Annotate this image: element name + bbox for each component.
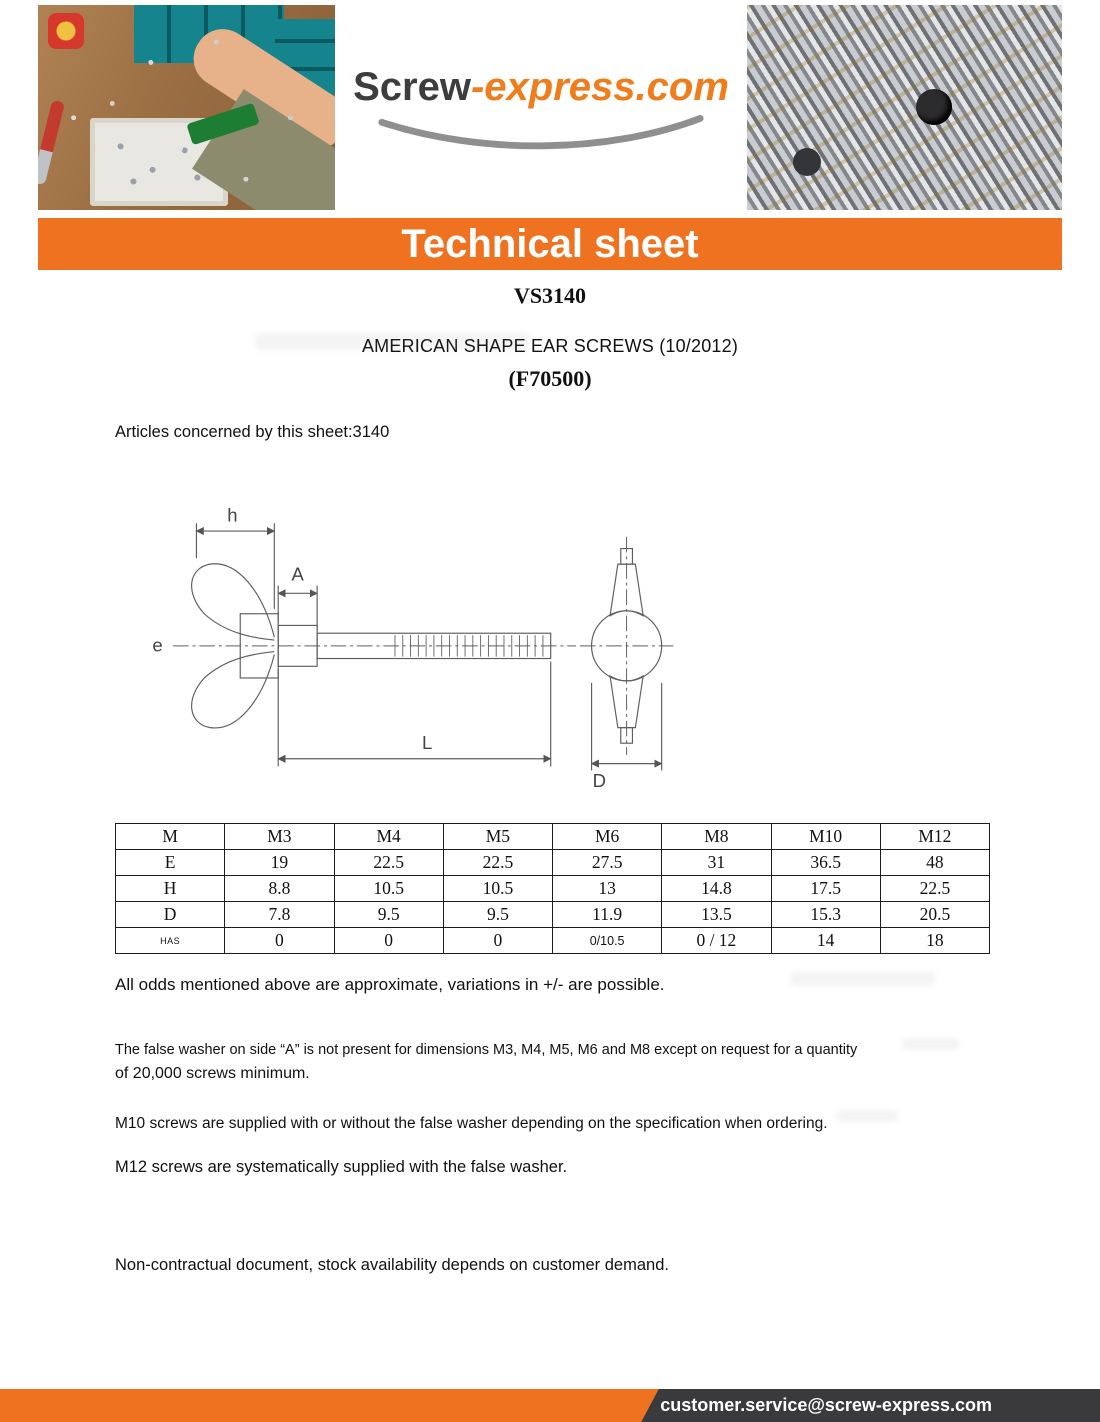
note-m10: M10 screws are supplied with or without the false washer depending on the specification when ordering. (115, 1115, 828, 1132)
row-label: D (116, 902, 225, 928)
screw-head2-decoration (793, 148, 821, 176)
table-cell: 20.5 (880, 902, 989, 928)
document-title: AMERICAN SHAPE EAR SCREWS (10/2012) (361, 336, 739, 356)
table-header-cell: M3 (225, 824, 334, 850)
screw-head-decoration (916, 89, 952, 125)
spec-table-container (115, 823, 990, 954)
table-row (116, 902, 990, 928)
dim-label-a: A (291, 563, 304, 585)
table-cell: 13.5 (662, 902, 771, 928)
table-cell: 14.8 (662, 876, 771, 902)
table-header-cell: M4 (334, 824, 443, 850)
scan-artifact (836, 1110, 898, 1122)
table-cell: 10.5 (334, 876, 443, 902)
document-code: VS3140 (513, 283, 587, 308)
scan-artifact (255, 333, 530, 350)
articles-concerned-line: Articles concerned by this sheet:3140 (115, 423, 390, 441)
scattered-screws-decoration (38, 5, 335, 210)
technical-sheet-banner: Technical sheet (38, 218, 1062, 270)
scan-artifact (902, 1038, 960, 1050)
table-cell: 11.9 (553, 902, 662, 928)
note-non-contractual: Non-contractual document, stock availability depends on customer demand. (115, 1256, 669, 1274)
dim-label-h: h (227, 504, 238, 526)
table-cell: 9.5 (334, 902, 443, 928)
document-reference: (F70500) (508, 366, 592, 391)
note-false-washer (115, 1040, 857, 1086)
note-m12: M12 screws are systematically supplied with the false washer. (115, 1158, 568, 1176)
workbench-photo (38, 5, 335, 210)
note-false-washer-line1: The false washer on side “A” is not present for dimensions M3, M4, M5, M6 and M8 except on request for a quantity (115, 1042, 858, 1058)
table-header-row (116, 824, 990, 850)
table-cell: 48 (880, 850, 989, 876)
table-cell: 22.5 (443, 850, 552, 876)
table-cell: 22.5 (880, 876, 989, 902)
table-cell: 14 (771, 928, 880, 954)
row-label: HAS (116, 928, 225, 954)
table-cell: 7.8 (225, 902, 334, 928)
table-header-cell: M (116, 824, 225, 850)
row-label: E (116, 850, 225, 876)
table-header-cell: M10 (771, 824, 880, 850)
table-cell: 15.3 (771, 902, 880, 928)
table-cell: 0/10.5 (553, 928, 662, 954)
table-row (116, 876, 990, 902)
screws-pile-photo (747, 5, 1062, 210)
table-header-cell: M12 (880, 824, 989, 850)
table-cell: 0 (225, 928, 334, 954)
bronze-streaks-decoration (747, 5, 1062, 210)
table-cell: 31 (662, 850, 771, 876)
customer-service-email: customer.service@screw-express.com (660, 1395, 992, 1415)
table-cell: 18 (880, 928, 989, 954)
table-cell: 19 (225, 850, 334, 876)
brand-logo (353, 65, 729, 110)
table-header-cell: M6 (553, 824, 662, 850)
table-cell: 17.5 (771, 876, 880, 902)
dim-label-d: D (592, 769, 607, 791)
footer-orange-segment (0, 1389, 659, 1422)
logo-text-express: -express.com (470, 65, 729, 109)
page-header (38, 5, 1062, 210)
ear-screw-drawing (140, 490, 685, 792)
table-cell: 8.8 (225, 876, 334, 902)
table-cell: 0 (334, 928, 443, 954)
table-cell: 10.5 (443, 876, 552, 902)
table-cell: 27.5 (553, 850, 662, 876)
table-cell: 13 (553, 876, 662, 902)
table-cell: 22.5 (334, 850, 443, 876)
table-cell: 0 / 12 (662, 928, 771, 954)
table-header-cell: M5 (443, 824, 552, 850)
table-row (116, 850, 990, 876)
logo-swoosh (376, 114, 706, 150)
table-cell: 0 (443, 928, 552, 954)
footer-bar (0, 1389, 1100, 1422)
row-label: H (116, 876, 225, 902)
note-approximate: All odds mentioned above are approximate, variations in +/- are possible. (115, 975, 665, 994)
table-header-cell: M8 (662, 824, 771, 850)
dim-label-e: e (152, 634, 163, 656)
note-false-washer-line2: of 20,000 screws minimum. (115, 1064, 310, 1082)
logo-text-screw: Screw (353, 65, 471, 109)
table-cell: 9.5 (443, 902, 552, 928)
dimensions-table (115, 823, 990, 954)
scan-artifact (790, 972, 935, 986)
table-row (116, 928, 990, 954)
logo-area (335, 5, 747, 210)
dim-label-l: L (421, 732, 433, 754)
technical-drawing (140, 490, 685, 795)
table-cell: 36.5 (771, 850, 880, 876)
